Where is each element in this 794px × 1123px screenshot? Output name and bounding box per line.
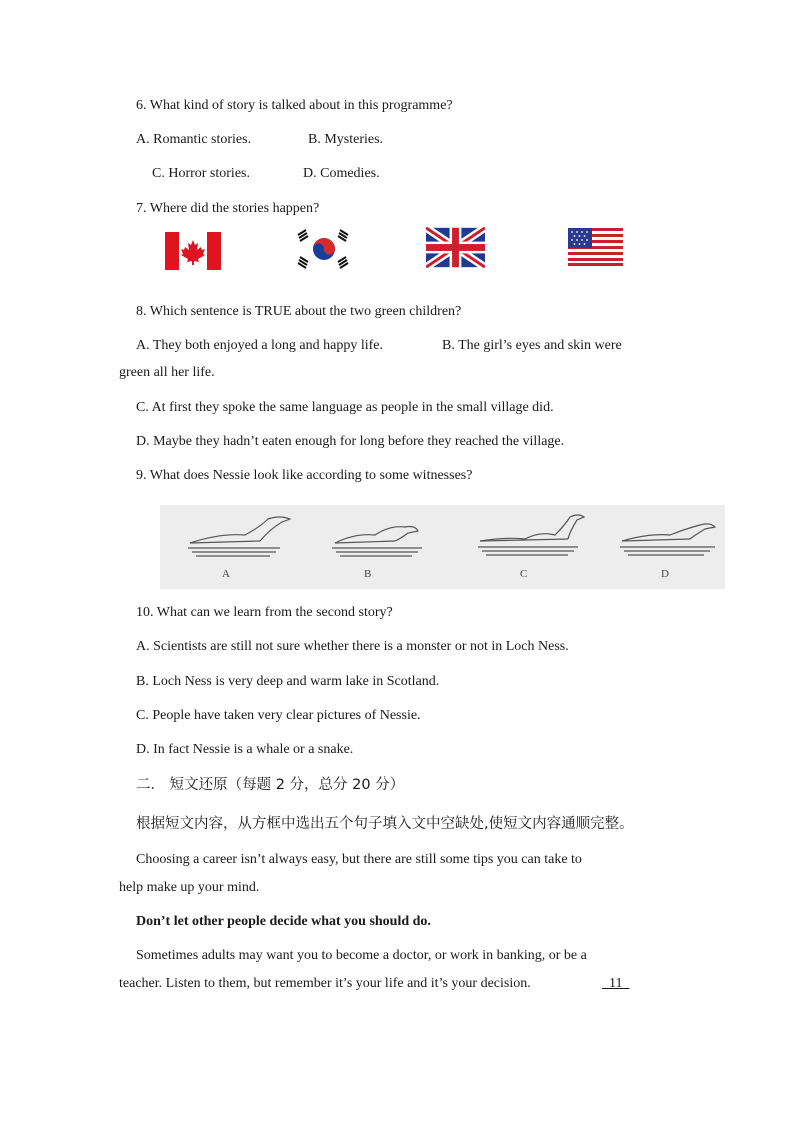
q10-option-c: C. People have taken very clear pictures of Nessie.	[136, 708, 421, 723]
q8-option-b: B. The girl’s eyes and skin were	[442, 338, 622, 353]
q9-stem: 9. What does Nessie look like according to some witnesses?	[136, 468, 473, 483]
passage-para-2-line-2: teacher. Listen to them, but remember it’s your life and it’s your decision.	[119, 976, 531, 991]
q8-option-b-continued: green all her life.	[119, 365, 215, 380]
q8-option-c: C. At first they spoke the same language as people in the small village did.	[136, 400, 554, 415]
passage-para-2-line-1: Sometimes adults may want you to become a doctor, or work in banking, or be a	[136, 948, 587, 963]
nessie-label-c: C	[520, 568, 528, 580]
q6-option-c: C. Horror stories.	[152, 166, 250, 181]
canada-flag-icon	[165, 232, 221, 270]
passage-subheading: Don’t let other people decide what you should do.	[136, 914, 431, 929]
uk-flag-icon	[426, 227, 485, 268]
south-korea-flag-icon	[292, 227, 356, 271]
q7-stem: 7. Where did the stories happen?	[136, 201, 320, 216]
q10-stem: 10. What can we learn from the second story?	[136, 605, 393, 620]
q6-option-a: A. Romantic stories.	[136, 132, 252, 147]
q6-option-d: D. Comedies.	[303, 166, 380, 181]
q6-stem: 6. What kind of story is talked about in this programme?	[136, 98, 453, 113]
passage-para-1-line-1: Choosing a career isn’t always easy, but there are still some tips you can take to	[136, 852, 582, 867]
q6-option-b: B. Mysteries.	[308, 132, 384, 147]
nessie-label-a: A	[222, 568, 230, 580]
usa-flag-icon	[568, 228, 623, 266]
q10-option-b: B. Loch Ness is very deep and warm lake in Scotland.	[136, 674, 440, 689]
nessie-label-d: D	[661, 568, 669, 580]
q8-stem: 8. Which sentence is TRUE about the two green children?	[136, 304, 462, 319]
nessie-options-image	[160, 505, 725, 589]
blank-11[interactable]: 11	[602, 976, 630, 991]
section-2-heading: 二． 短文还原（每题 2 分，总分 20 分）	[136, 777, 405, 793]
nessie-sketches-icon	[160, 505, 725, 589]
section-2-instruction: 根据短文内容，从方框中选出五个句子填入文中空缺处,使短文内容通顺完整。	[136, 816, 634, 832]
q10-option-a: A. Scientists are still not sure whether there is a monster or not in Loch Ness.	[136, 639, 569, 654]
passage-para-1-line-2: help make up your mind.	[119, 880, 260, 895]
q10-option-d: D. In fact Nessie is a whale or a snake.	[136, 742, 354, 757]
q8-option-a: A. They both enjoyed a long and happy life.	[136, 338, 384, 353]
nessie-label-b: B	[364, 568, 372, 580]
q8-option-d: D. Maybe they hadn’t eaten enough for long before they reached the village.	[136, 434, 565, 449]
